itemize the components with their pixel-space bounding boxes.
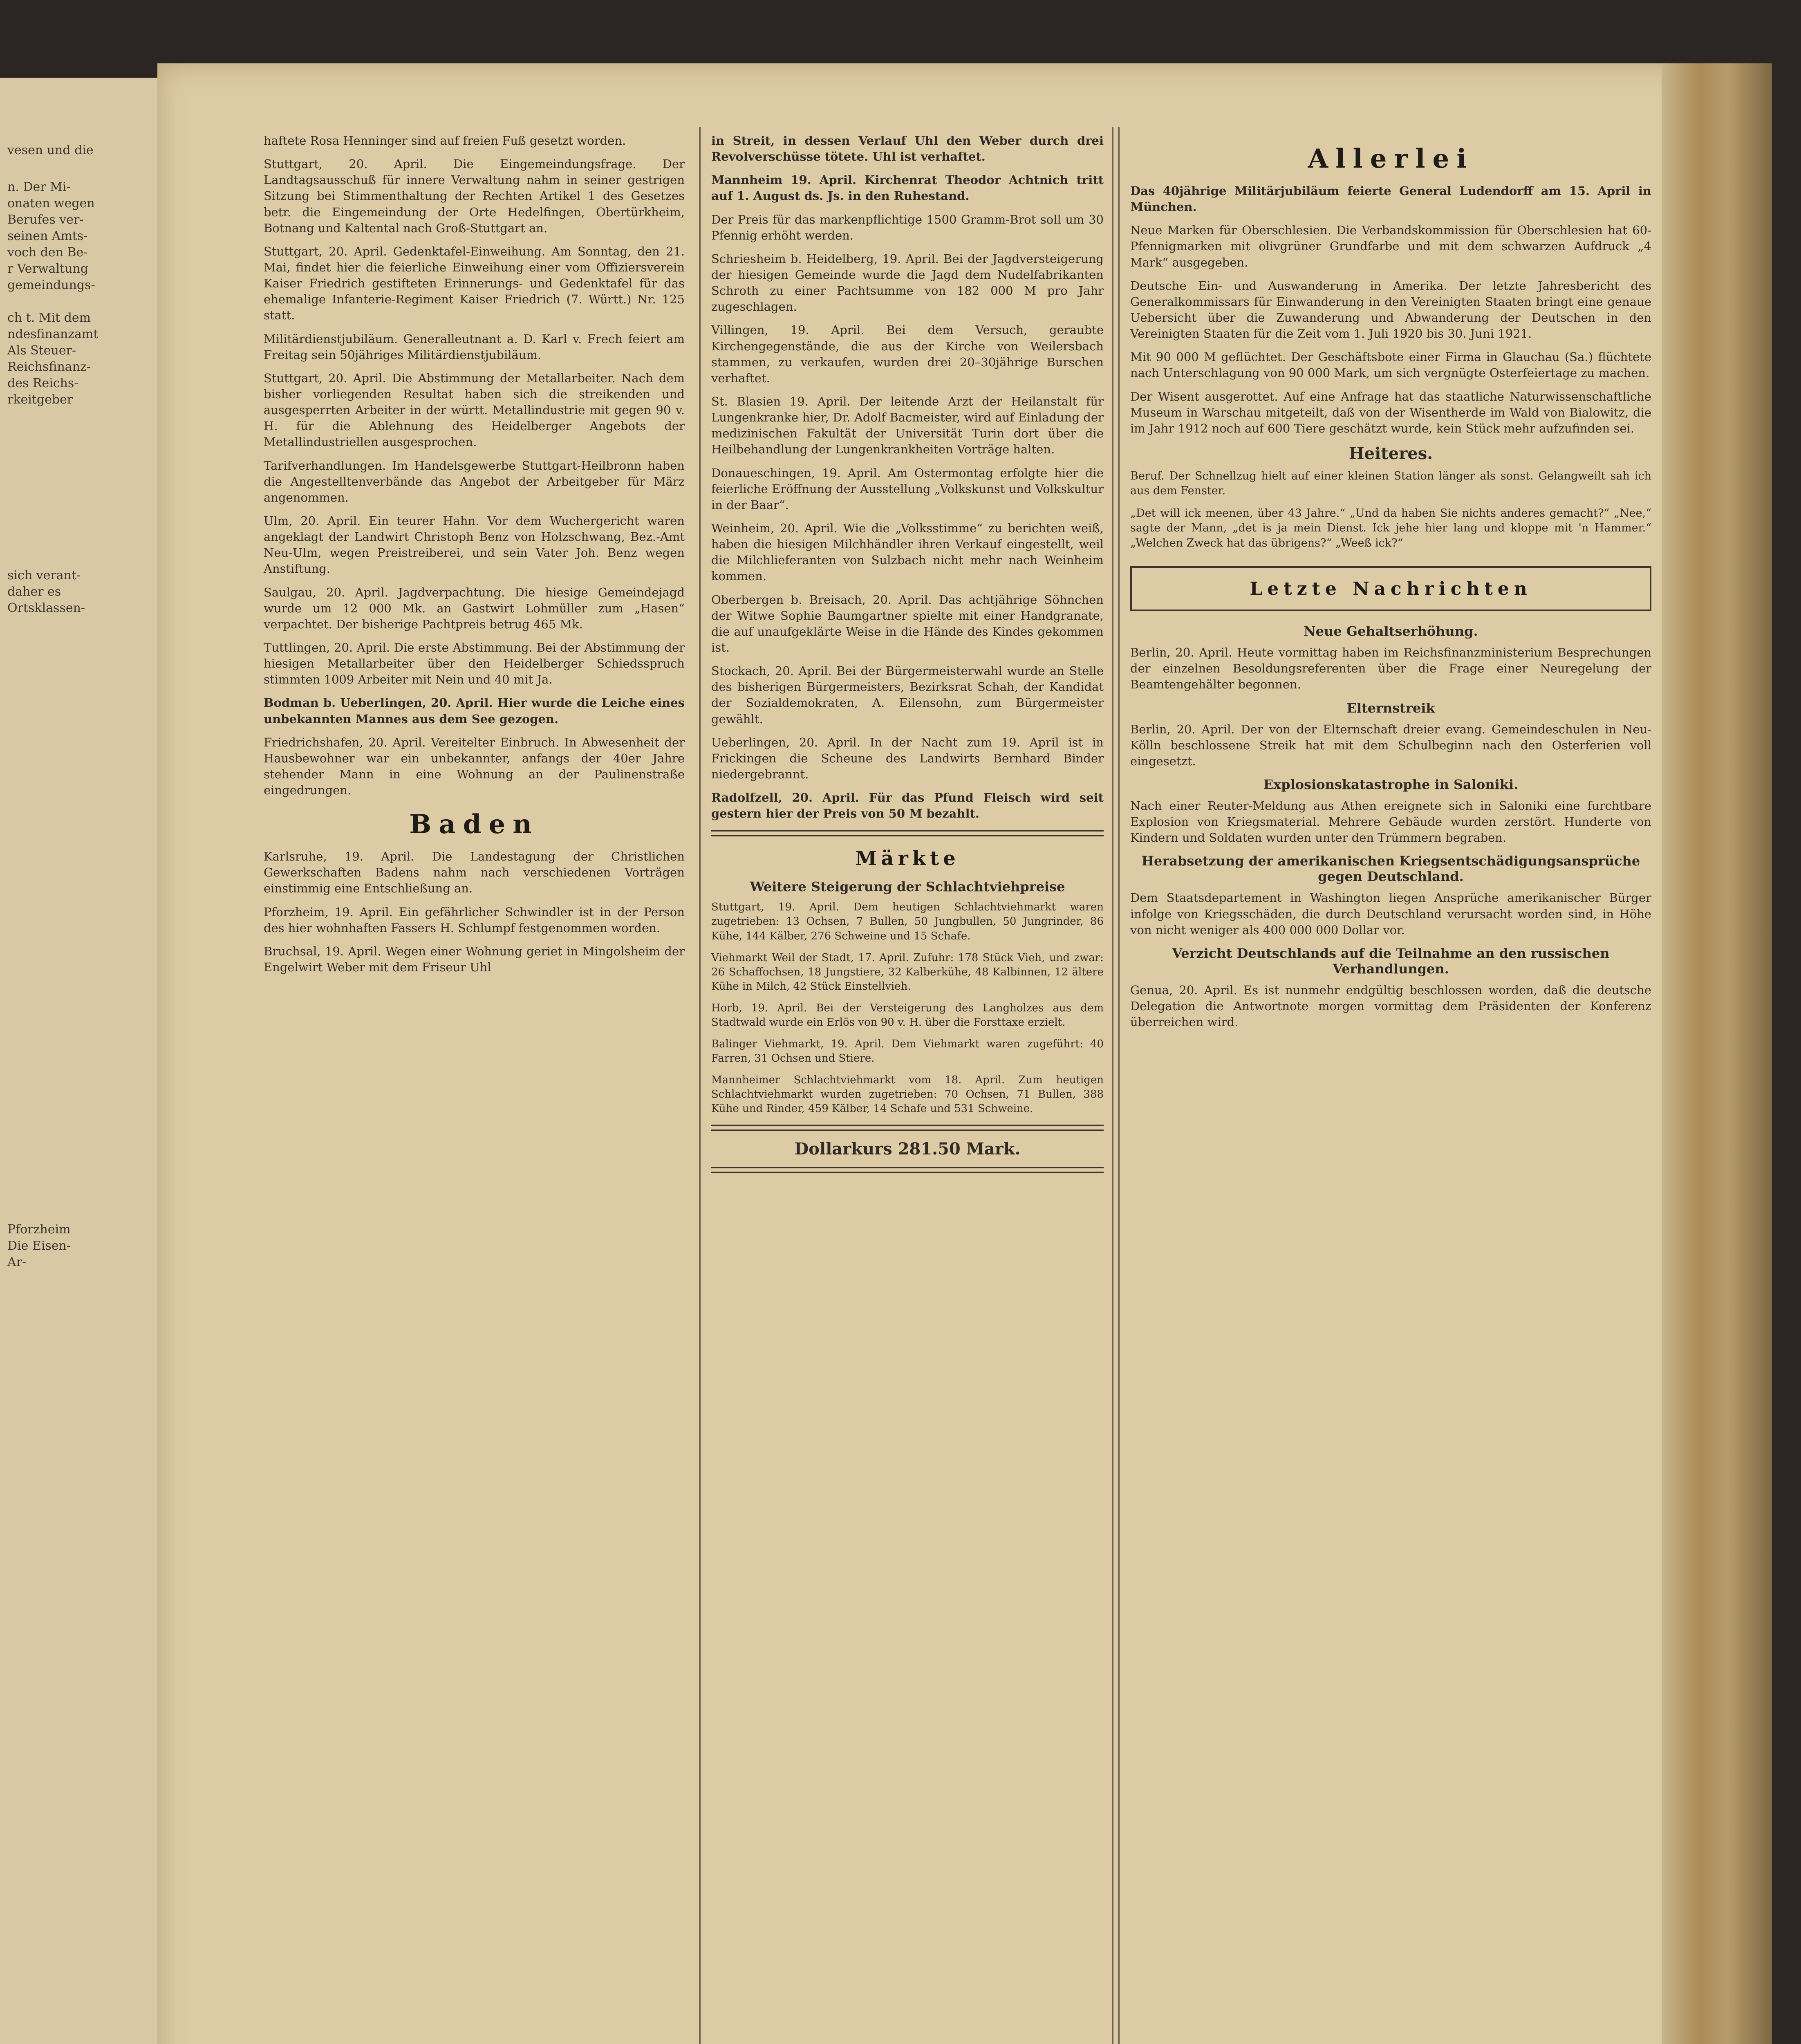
article-text: Mannheim 19. April. Kirchenrat Theodor Achtnich tritt auf 1. August ds. Js. in den Ruhestand. — [711, 173, 1104, 203]
article-text: Der Wisent ausgerottet. Auf eine Anfrage hat das staatliche Naturwissenschaftliche Museum in Warschau mitgeteilt, daß von der Wisentherde im Wald von Bialowitz, die im Jahr 1912 noch auf 600 Tiere geschätzt wurde, kein Stück mehr aufzufinden sei. — [1130, 389, 1651, 435]
market-report: Viehmarkt Weil der Stadt, 17. April. Zufuhr: 178 Stück Vieh, und zwar: 26 Schaffochsen, 18 Jungstiere, 32 Kalberkühe, 48 Kalbinnen, 12 ältere Kühe in Milch, 42 Stück Einstellvieh. — [711, 951, 1104, 993]
left-fragment: ndesfinanzamt — [7, 327, 99, 341]
article-text: Dem Staatsdepartement in Washington liegen Ansprüche amerikanischer Bürger infolge von Kriegsschäden, die durch Deutschland verursacht worden sind, in Höhe von nicht weniger als 400 000 000 Dollar vor. — [1130, 891, 1651, 937]
column-rule — [699, 127, 701, 2044]
article-text: Stuttgart, 20. April. Die Eingemeindungsfrage. Der Landtagsausschuß für innere Verwaltung nahm in seiner gestrigen Sitzung bei Stimmenthaltung der Rechten Artikel 1 des Gesetzes betr. die Eingemeindung der Orte Hedelfingen, Obertürkheim, Botnang und Kaltental nach Groß-Stuttgart an. — [264, 157, 685, 235]
subheading: Weitere Steigerung der Schlachtviehpreise — [750, 879, 1065, 895]
subheading: Herabsetzung der amerikanischen Kriegsentschädigungsansprüche gegen Deutschland. — [1141, 853, 1640, 885]
left-fragment: Die Eisen- — [7, 1239, 71, 1253]
article-text: Militärdienstjubiläum. Generalleutnant a. D. Karl v. Frech feiert am Freitag sein 50jähriges Militärdienstjubiläum. — [264, 332, 685, 362]
left-fragment: n. Der Mi- — [7, 180, 71, 194]
subheading: Verzicht Deutschlands auf die Teilnahme an den russischen Verhandlungen. — [1172, 945, 1610, 977]
left-fragment: sich verant- — [7, 568, 81, 583]
article-text: St. Blasien 19. April. Der leitende Arzt der Heilanstalt für Lungenkranke hier, Dr. Adolf Bacmeister, wird auf Einladung der medizinischen Fakultät der Universität Turin dort über die Heilbehandlung der Lungenkrankheiten Vorträge halten. — [711, 394, 1104, 457]
subheading: Neue Gehaltserhöhung. — [1304, 623, 1478, 639]
market-report: Mannheimer Schlachtviehmarkt vom 18. April. Zum heutigen Schlachtviehmarkt wurden zugetrieben: 70 Ochsen, 71 Bullen, 388 Kühe und Rinder, 459 Kälber, 14 Schafe und 531 Schweine. — [711, 1074, 1104, 1115]
left-fragment: Reichsfinanz- — [7, 360, 91, 374]
left-fragment: Als Steuer- — [7, 343, 76, 358]
article-text: Saulgau, 20. April. Jagdverpachtung. Die hiesige Gemeindejagd wurde um 12 000 Mk. an Gastwirt Lohmüller zum „Hasen“ verpachtet. Der bisherige Pachtpreis betrug 465 Mk. — [264, 585, 685, 631]
article-text: Friedrichshafen, 20. April. Vereitelter Einbruch. In Abwesenheit der Hausbewohner war ein unbekannter, anfangs der 40er Jahre stehender Mann in eine Wohnung an der Paulinenstraße eingedrungen. — [264, 735, 685, 798]
left-fragment: ch t. Mit dem — [7, 311, 91, 325]
left-fragment: Pforzheim — [7, 1222, 71, 1237]
article-text: Radolfzell, 20. April. Für das Pfund Fleisch wird seit gestern hier der Preis von 50 M bezahlt. — [711, 791, 1104, 821]
column-2 — [711, 133, 1104, 1181]
article-text: Berlin, 20. April. Der von der Elternschaft dreier evang. Gemeindeschulen in Neu-Kölln beschlossene Streik hat mit dem Schulbeginn nach den Osterferien voll eingesetzt. — [1130, 722, 1651, 768]
article-text: Bodman b. Ueberlingen, 20. April. Hier wurde die Leiche eines unbekannten Mannes aus dem See gezogen. — [264, 696, 685, 726]
section-divider — [711, 830, 1104, 836]
left-fragment: Berufes ver- — [7, 213, 84, 227]
article-text: Donaueschingen, 19. April. Am Ostermontag erfolgte hier die feierliche Eröffnung der Ausstellung „Volkskunst und Volkskultur in der Baar“. — [711, 466, 1104, 512]
article-text: Neue Marken für Oberschlesien. Die Verbandskommission für Oberschlesien hat 60-Pfennigmarken mit olivgrüner Grundfarbe und mit dem schwarzen Aufdruck „4 Mark“ ausgegeben. — [1130, 223, 1651, 269]
article-text: Schriesheim b. Heidelberg, 19. April. Bei der Jagdversteigerung der hiesigen Gemeinde wurde die Jagd dem Nudelfabrikanten Schroth zu einer Pachtsumme von 182 000 M pro Jahr zugeschlagen. — [711, 251, 1104, 314]
article-text: Der Preis für das markenpflichtige 1500 Gramm-Brot soll um 30 Pfennig erhöht werden. — [711, 212, 1104, 242]
left-fragment: gemeindungs- — [7, 278, 95, 292]
left-fragment: seinen Amts- — [7, 229, 88, 243]
left-fragment: voch den Be- — [7, 245, 88, 260]
article-text: Ueberlingen, 20. April. In der Nacht zum 19. April ist in Frickingen die Scheune des Landwirts Bernhard Binder niedergebrannt. — [711, 735, 1104, 781]
column-3 — [1130, 133, 1651, 1038]
letzte-nachrichten-heading: Letzte Nachrichten — [1130, 566, 1651, 611]
section-heading-baden: Baden — [409, 809, 539, 840]
subheading: Explosionskatastrophe in Saloniki. — [1263, 777, 1519, 792]
column-1 — [264, 133, 685, 983]
left-fragment: Ar- — [7, 1255, 27, 1269]
section-heading-heiteres: Heiteres. — [1349, 444, 1433, 463]
article-text: Oberbergen b. Breisach, 20. April. Das achtjährige Söhnchen der Witwe Sophie Baumgartner spielte mit einer Handgranate, die auf unaufgeklärte Weise in die Hände des Kindes gekommen ist. — [711, 592, 1104, 654]
article-text: haftete Rosa Henninger sind auf freien Fuß gesetzt worden. — [264, 134, 626, 148]
article-text: „Det will ick meenen, über 43 Jahre.“ „Und da haben Sie nichts anderes gemacht?“ „Nee,“ sagte der Mann, „det is ja mein Dienst. Ick jehe hier lang und kloppe mit 'n Hammer.“ „Welchen Zweck hat das übrigens?“ „Weeß ick?“ — [1130, 507, 1651, 549]
article-text: Nach einer Reuter-Meldung aus Athen ereignete sich in Saloniki eine furchtbare Explosion von Kriegsmaterial. Mehrere Gebäude wurden zerstört. Hunderte von Kindern und Soldaten wurden unter den Trümmern begraben. — [1130, 799, 1651, 845]
left-fragment: rkeitgeber — [7, 392, 73, 407]
article-text: Bruchsal, 19. April. Wegen einer Wohnung geriet in Mingolsheim der Engelwirt Weber mit dem Friseur Uhl — [264, 944, 685, 975]
article-text: Das 40jährige Militärjubiläum feierte General Ludendorff am 15. April in München. — [1130, 184, 1651, 214]
left-fragment: vesen und die — [7, 143, 94, 157]
article-text: Pforzheim, 19. April. Ein gefährlicher Schwindler ist in der Person des hier wohnhaften Fassers H. Schlumpf festgenommen worden. — [264, 905, 685, 935]
article-text: Berlin, 20. April. Heute vormittag haben im Reichsfinanzministerium Besprechungen der einzelnen Besoldungsreferenten über die Frage einer Neuregelung der Beamtengehälter begonnen. — [1130, 645, 1651, 692]
section-divider — [711, 1167, 1104, 1173]
article-text: Weinheim, 20. April. Wie die „Volksstimme“ zu berichten weiß, haben die hiesigen Milchhändler ihren Verkauf eingestellt, weil die Milchlieferanten von Sulzbach nicht mehr nach Weinheim kommen. — [711, 521, 1104, 583]
left-fragment: des Reichs- — [7, 376, 78, 390]
left-page-strip — [0, 78, 160, 2044]
section-divider — [711, 1125, 1104, 1131]
newspaper-page — [157, 63, 1772, 2044]
left-fragment: onaten wegen — [7, 196, 95, 211]
article-text: Tarifverhandlungen. Im Handelsgewerbe Stuttgart-Heilbronn haben die Angestelltenverbände das Angebot der Arbeitgeber für März angenommen. — [264, 458, 685, 504]
article-text: Karlsruhe, 19. April. Die Landestagung der Christlichen Gewerkschaften Badens nahm nach verschiedenen Vorträgen einstimmig eine Entschließung an. — [264, 849, 685, 896]
column-rule — [1112, 127, 1113, 2044]
article-text: Genua, 20. April. Es ist nunmehr endgültig beschlossen worden, daß die deutsche Delegation die Antwortnote morgen vormittag dem Präsidenten der Konferenz überreichen wird. — [1130, 983, 1651, 1029]
article-text: Stockach, 20. April. Bei der Bürgermeisterwahl wurde an Stelle des bisherigen Bürgermeisters, Bezirksrat Schah, der Kandidat der Sozialdemokraten, A. Eilensohn, zum Bürgermeister gewählt. — [711, 664, 1104, 726]
article-text: Villingen, 19. April. Bei dem Versuch, geraubte Kirchengegenstände, die aus der Kirche von Weilersbach stammen, zu verkaufen, wurden drei 20–30jährige Burschen verhaftet. — [711, 323, 1104, 385]
article-text: Stuttgart, 20. April. Gedenktafel-Einweihung. Am Sonntag, den 21. Mai, findet hier die feierliche Einweihung einer vom Offiziersverein Kaiser Friedrich gestifteten Erinnerungs- und Gedenktafel für das ehemalige Infanterie-Regiment Kaiser Friedrich (7. Württ.) Nr. 125 statt. — [264, 244, 685, 323]
article-text: Ulm, 20. April. Ein teurer Hahn. Vor dem Wuchergericht waren angeklagt der Landwirt Christoph Benz von Holzschwang, Bez.-Amt Neu-Ulm, wegen Preistreiberei, und sein Vater Joh. Benz wegen Anstiftung. — [264, 513, 685, 576]
left-fragment: Ortsklassen- — [7, 601, 85, 615]
section-heading-maerkte: Märkte — [855, 847, 960, 870]
market-report: Balinger Viehmarkt, 19. April. Dem Viehmarkt waren zugeführt: 40 Farren, 31 Ochsen und Stiere. — [711, 1038, 1104, 1065]
market-report: Stuttgart, 19. April. Dem heutigen Schlachtviehmarkt waren zugetrieben: 13 Ochsen, 7 Bullen, 50 Jungbullen, 50 Jungrinder, 86 Kühe, 144 Kälber, 276 Schweine und 15 Schafe. — [711, 901, 1104, 942]
left-fragment: daher es — [7, 585, 61, 599]
article-text: Stuttgart, 20. April. Die Abstimmung der Metallarbeiter. Nach dem bisher vorliegenden Resultat haben sich die streikenden und ausgesperrten Arbeiter in der württ. Metallindustrie mit gegen 90 v. H. für die Ablehnung des Heidelberger Angebots der Metallindustriellen ausgesprochen. — [264, 371, 685, 449]
letzte-box-spacer — [1130, 558, 1651, 619]
article-text: Tuttlingen, 20. April. Die erste Abstimmung. Bei der Abstimmung der hiesigen Metallarbeiter über den Heidelberger Schiedsspruch stimmten 1009 Arbeiter mit Nein und 40 mit Ja. — [264, 640, 685, 687]
left-fragment: r Verwaltung — [7, 262, 88, 276]
article-text: in Streit, in dessen Verlauf Uhl den Weber durch drei Revolverschüsse tötete. Uhl ist verhaftet. — [711, 134, 1104, 164]
article-text: Beruf. Der Schnellzug hielt auf einer kleinen Station länger als sonst. Gelangweilt sah ich aus dem Fenster. — [1130, 469, 1651, 498]
article-text: Deutsche Ein- und Auswanderung in Amerika. Der letzte Jahresbericht des Generalkommissars für Einwanderung in den Vereinigten Staaten bringt eine genaue Uebersicht über die Zuwanderung und Abwanderung der Deutschen in den Vereinigten Staaten für die Zeit vom 1. Juli 1920 bis 30. Juni 1921. — [1130, 278, 1651, 341]
section-heading-allerlei: Allerlei — [1308, 143, 1474, 174]
book-binding — [1662, 63, 1772, 2044]
dollar-rate: Dollarkurs 281.50 Mark. — [794, 1139, 1021, 1159]
subheading: Elternstreik — [1346, 700, 1435, 716]
column-rule — [1118, 127, 1120, 2044]
market-report: Horb, 19. April. Bei der Versteigerung des Langholzes aus dem Stadtwald wurde ein Erlös von 90 v. H. über die Forsttaxe erzielt. — [711, 1002, 1104, 1029]
article-text: Mit 90 000 M geflüchtet. Der Geschäftsbote einer Firma in Glauchau (Sa.) flüchtete nach Unterschlagung von 90 000 Mark, um sich vergnügte Osterfeiertage zu machen. — [1130, 350, 1651, 380]
